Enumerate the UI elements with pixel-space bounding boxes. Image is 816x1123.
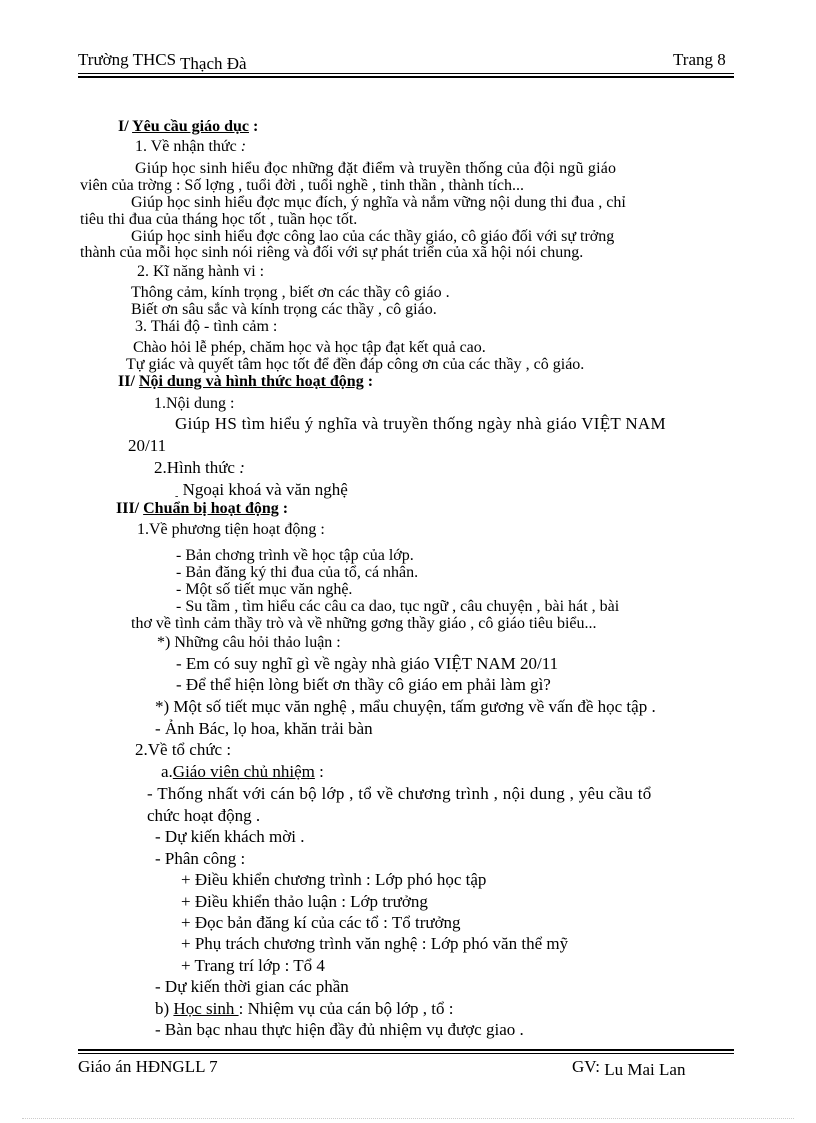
s1-p3b: thành của mỗi học sinh nói riêng và đối với sự phát triển của xã hội nói chung. [80,244,584,261]
s1-k1: Thông cảm, kính trọng , biết ơn các thầy cô giáo . [131,284,450,301]
s3-m2: - Bản đăng ký thi đua của tổ, cá nhân. [176,564,419,581]
s1-p1b: viên của trờng : Số lợng , tuổi đời , tuổi nghề , tinh thần , thành tích... [80,177,524,194]
s3-a3: - Phân công : [155,849,246,868]
s3-a1b: chức hoạt động . [147,806,261,825]
header-rule [78,73,734,74]
header-school: Trường THCS Thạch Đà [78,50,247,73]
page-bottom-edge [22,1118,794,1119]
s1-k2: Biết ơn sâu sắc và kính trọng các thầy , cô giáo. [131,301,437,318]
s3-m3: - Một số tiết mục văn nghệ. [176,581,353,598]
s1-t2: Tự giác và quyết tâm học tốt để đền đáp công ơn của các thầy , cô giáo. [126,356,585,373]
footer-lesson-plan: Giáo án HĐNGLL 7 [78,1057,218,1076]
s1-p2b: tiêu thi đua của tháng học tốt , tuần học tốt. [80,211,358,228]
s1-h1: 1. Về nhận thức : [135,138,247,155]
header-page-number: Trang 8 [673,50,726,69]
s3-b1: - Bàn bạc nhau thực hiện đầy đủ nhiệm vụ được giao . [155,1020,524,1039]
s3-h2: 2.Về tổ chức : [135,740,232,759]
s3-pc1: + Điều khiển chương trình : Lớp phó học tập [181,870,487,889]
s3-q1: - Em có suy nghĩ gì về ngày nhà giáo VIỆT NAM 20/11 [176,654,559,673]
s3-pc3: + Đọc bản đăng kí của các tổ : Tổ trưởng [181,913,461,932]
s2-f1: $_-$ Ngoại khoá và văn nghệ [175,480,348,502]
s3-m4a: - Su tầm , tìm hiểu các câu ca dao, tục ngữ , câu chuyện , bài hát , bài [176,598,620,615]
s3-v: *) Một số tiết mục văn nghệ , mẩu chuyện, tấm gương về vấn đề học tập . [155,697,656,716]
s3-a1a: - Thống nhất với cán bộ lớp , tổ về chương trình , nội dung , yêu cầu tổ [147,784,652,803]
header-school-name: Thạch Đà [180,54,247,73]
s1-p2a: Giúp học sinh hiểu đợc mục đích, ý nghĩa và nắm vững nội dung thi đua , chỉ [131,194,626,211]
s1-p3a: Giúp học sinh hiểu đợc công lao của các thầy giáo, cô giáo đối với sự trởng [131,228,615,245]
s2-c1a: Giúp HS tìm hiểu ý nghĩa và truyền thống ngày nhà giáo VIỆT NAM [175,414,666,433]
section-2-heading: II/ Nội dung và hình thức hoạt động : [118,373,374,390]
s3-m4b: thơ về tình cảm thầy trò và về những gơng thầy giáo , cô giáo tiêu biểu... [131,615,597,632]
s3-m1: - Bản chơng trình về học tập của lớp. [176,547,414,564]
s3-pc5: + Trang trí lớp : Tổ 4 [181,956,325,975]
s3-a2: - Dự kiến khách mời . [155,827,305,846]
s2-c1b: 20/11 [128,436,167,455]
s3-q2: - Để thể hiện lòng biết ơn thầy cô giáo em phải làm gì? [176,675,551,694]
s3-pc4: + Phụ trách chương trình văn nghệ : Lớp phó văn thể mỹ [181,934,569,953]
s3-v2: - Ảnh Bác, lọ hoa, khăn trải bàn [155,719,373,738]
s3-b-heading: b) Học sinh : Nhiệm vụ của cán bộ lớp , tổ : [155,999,454,1018]
footer-rule [78,1053,734,1054]
footer-teacher: GV: Lu Mai Lan [572,1057,686,1079]
s3-time: - Dự kiến thời gian các phần [155,977,349,996]
s1-p1a: Giúp học sinh hiểu đọc những đặt điểm và truyền thống của đội ngũ giáo [135,160,617,177]
s1-t1: Chào hỏi lễ phép, chăm học và học tập đạt kết quả cao. [133,339,486,356]
s3-pc2: + Điều khiển thảo luận : Lớp trưởng [181,892,428,911]
header-rule-thick [78,76,734,78]
s3-h1: 1.Về phương tiện hoạt động : [137,521,325,538]
section-3-heading: III/ Chuẩn bị hoạt động : [116,500,289,517]
s2-h2: 2.Hình thức : [154,458,245,477]
section-1-heading: I/ Yêu cầu giáo dục : [118,118,259,135]
s3-a-heading: a.Giáo viên chủ nhiệm : [161,762,324,781]
s3-question-heading: *) Những câu hỏi thảo luận : [157,634,341,651]
footer-rule-thick [78,1049,734,1051]
s2-h1: 1.Nội dung : [154,395,235,412]
s1-h3: 3. Thái độ - tình cảm : [135,318,278,335]
s1-h2: 2. Kĩ năng hành vi : [137,263,265,280]
